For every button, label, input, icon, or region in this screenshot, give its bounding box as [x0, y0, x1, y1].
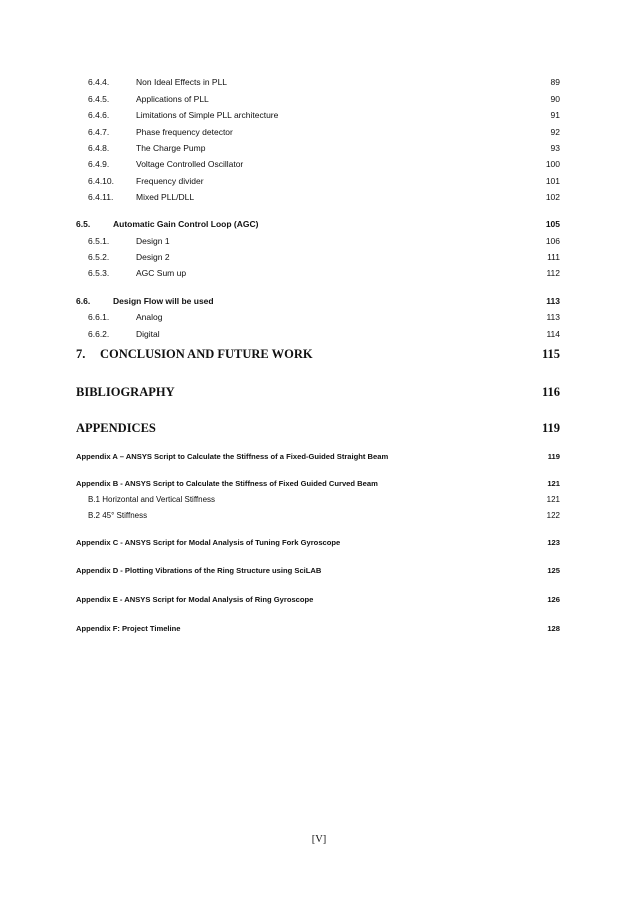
toc-entry-title: Mixed PLL/DLL — [136, 192, 195, 202]
toc-entry-number: 7. — [76, 347, 86, 361]
toc-entry-page: 126 — [547, 595, 560, 604]
toc-entry-title: Design Flow will be used — [113, 296, 214, 306]
toc-entry-page: 90 — [550, 94, 560, 104]
toc-entry-page: 114 — [546, 329, 560, 339]
toc-entry-number: 6.4.11. — [88, 192, 114, 202]
toc-entry-appendix-d[interactable] — [76, 566, 560, 578]
toc-entry-6-6[interactable] — [76, 296, 560, 308]
toc-entry-title: Analog — [136, 312, 163, 322]
toc-entry-title: Voltage Controlled Oscillator — [136, 159, 244, 169]
toc-entry-page: 115 — [541, 347, 560, 361]
toc-entry-appendix-b-1[interactable] — [76, 495, 560, 507]
toc-entry-number: 6.4.8. — [88, 143, 110, 153]
toc-entry-page: 121 — [547, 479, 560, 488]
toc-entry-page: 122 — [546, 511, 560, 520]
toc-entry-title: Frequency divider — [136, 176, 204, 186]
toc-entry-title: APPENDICES — [76, 421, 156, 435]
toc-entry-6-6-2[interactable] — [76, 329, 560, 341]
toc-entry-6-5-1[interactable] — [76, 236, 560, 248]
toc-entry-title: Appendix F: Project Timeline — [76, 624, 181, 633]
toc-entry-page: 125 — [547, 566, 560, 575]
toc-entry-page: 112 — [546, 268, 560, 278]
toc-entry-page: 111 — [547, 252, 560, 262]
toc-entry-page: 106 — [545, 236, 560, 246]
toc-entry-6-4-4[interactable] — [76, 77, 560, 89]
toc-entry-title: Non Ideal Effects in PLL — [136, 77, 228, 87]
toc-entry-title: Phase frequency detector — [136, 127, 233, 137]
toc-entry-page: 123 — [547, 538, 560, 547]
toc-entry-title: B.1 Horizontal and Vertical Stiffness — [88, 495, 216, 504]
toc-entry-number: 6.5.3. — [88, 268, 110, 278]
toc-entry-number: 6.4.7. — [88, 127, 110, 137]
toc-entry-title: CONCLUSION AND FUTURE WORK — [100, 347, 313, 361]
toc-entry-page: 113 — [546, 312, 560, 322]
toc-entry-6-6-1[interactable] — [76, 312, 560, 324]
toc-entry-title: Appendix C - ANSYS Script for Modal Analysis of Tuning Fork Gyroscope — [76, 538, 341, 547]
toc-entry-page: 116 — [541, 385, 560, 399]
toc-entry-appendix-f[interactable] — [76, 624, 560, 636]
toc-entry-page: 113 — [546, 296, 560, 306]
toc-entry-number: 6.4.10. — [88, 176, 114, 186]
toc-entry-6-5-2[interactable] — [76, 252, 560, 264]
toc-entry-number: 6.6.2. — [88, 329, 110, 339]
toc-entry-page: 93 — [550, 143, 560, 153]
toc-entry-appendix-a[interactable] — [76, 452, 560, 464]
toc-entry-page: 128 — [547, 624, 560, 633]
toc-entry-page: 92 — [550, 127, 560, 137]
toc-entry-title: Automatic Gain Control Loop (AGC) — [113, 219, 259, 229]
toc-entry-6-4-7[interactable] — [76, 127, 560, 139]
toc-entry-appendix-e[interactable] — [76, 595, 560, 607]
toc-entry-title: AGC Sum up — [136, 268, 187, 278]
toc-entry-number: 6.6. — [76, 296, 91, 306]
toc-entry-bibliography[interactable] — [76, 385, 560, 403]
toc-entry-number: 6.4.9. — [88, 159, 110, 169]
toc-entry-number: 6.4.4. — [88, 77, 110, 87]
toc-entry-title: Design 2 — [136, 252, 170, 262]
toc-entry-page: 101 — [545, 176, 560, 186]
toc-entry-number: 6.5.2. — [88, 252, 110, 262]
toc-entry-6-4-8[interactable] — [76, 143, 560, 155]
toc-entry-title: Digital — [136, 329, 160, 339]
toc-entry-6-4-10[interactable] — [76, 176, 560, 188]
toc-entry-page: 105 — [545, 219, 560, 229]
page-number-footer: [V] — [311, 834, 327, 845]
toc-entry-title: Appendix D - Plotting Vibrations of the Ring Structure using SciLAB — [76, 566, 322, 575]
toc-entry-appendix-c[interactable] — [76, 538, 560, 550]
toc-entry-title: Appendix A – ANSYS Script to Calculate the Stiffness of a Fixed-Guided Straight Beam — [76, 452, 389, 461]
toc-entry-number: 6.5. — [76, 219, 91, 229]
toc-entry-6-4-11[interactable] — [76, 192, 560, 204]
toc-entry-page: 91 — [550, 110, 560, 120]
toc-entry-page: 119 — [547, 452, 560, 461]
toc-entry-title: Appendix B - ANSYS Script to Calculate the Stiffness of Fixed Guided Curved Beam — [76, 479, 378, 488]
toc-entry-title: The Charge Pump — [136, 143, 206, 153]
toc-entry-title: Design 1 — [136, 236, 170, 246]
toc-entry-6-4-6[interactable] — [76, 110, 560, 122]
toc-entry-6-5[interactable] — [76, 219, 560, 231]
toc-entry-chapter-7[interactable] — [76, 347, 560, 365]
toc-entry-appendix-b[interactable] — [76, 479, 560, 491]
toc-entry-page: 119 — [541, 421, 560, 435]
toc-entry-number: 6.4.5. — [88, 94, 110, 104]
toc-entry-title: BIBLIOGRAPHY — [76, 385, 175, 399]
toc-entry-appendix-b-2[interactable] — [76, 511, 560, 523]
toc-entry-title: Limitations of Simple PLL architecture — [136, 110, 279, 120]
toc-entry-page: 102 — [545, 192, 560, 202]
toc-entry-number: 6.5.1. — [88, 236, 110, 246]
toc-entry-title: B.2 45° Stiffness — [88, 511, 148, 520]
toc-entry-6-4-9[interactable] — [76, 159, 560, 171]
toc-entry-6-5-3[interactable] — [76, 268, 560, 280]
toc-entry-title: Applications of PLL — [136, 94, 209, 104]
toc-entry-page: 121 — [546, 495, 560, 504]
toc-entry-number: 6.4.6. — [88, 110, 110, 120]
toc-entry-appendices[interactable] — [76, 421, 560, 439]
toc-entry-page: 89 — [550, 77, 560, 87]
toc-entry-title: Appendix E - ANSYS Script for Modal Analysis of Ring Gyroscope — [76, 595, 314, 604]
toc-entry-page: 100 — [545, 159, 560, 169]
toc-entry-6-4-5[interactable] — [76, 94, 560, 106]
toc-entry-number: 6.6.1. — [88, 312, 110, 322]
